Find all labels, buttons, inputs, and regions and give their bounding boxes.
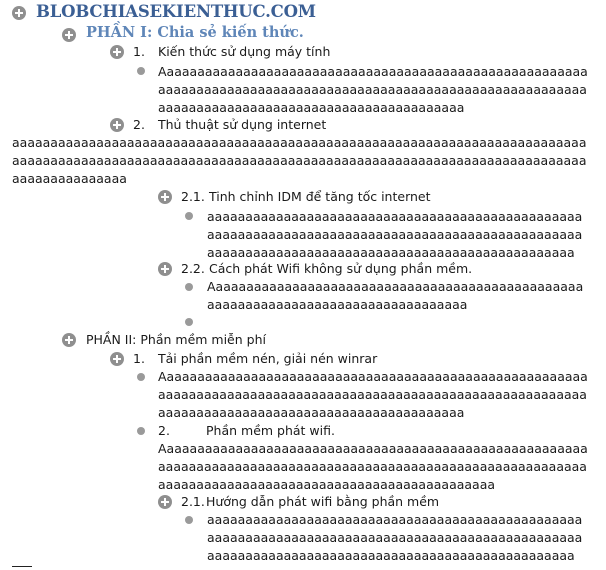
- part1-heading: PHẦN I: Chia sẻ kiến thức.: [86, 24, 304, 41]
- divider: [12, 566, 32, 567]
- bullet-icon[interactable]: [185, 283, 193, 291]
- bullet-icon[interactable]: [137, 373, 145, 381]
- expand-plus-icon[interactable]: [158, 495, 172, 509]
- list-item-title: Phần mềm phát wifi.: [206, 423, 335, 438]
- body-paragraph: Aaaaaaaaaaaaaaaaaaaaaaaaaaaaaaaaaaaaaaaaaaaaaaaaaaaaaaaaaaaaaaaaaaaaaaaaaaaaaaaaaaa: [207, 279, 584, 312]
- expand-plus-icon[interactable]: [158, 262, 172, 276]
- list-number: 2.: [158, 423, 170, 438]
- body-paragraph: Aaaaaaaaaaaaaaaaaaaaaaaaaaaaaaaaaaaaaaaaaaaaaaaaaaaaaaaaaaaaaaaaaaaaaaaaaaaaaaaaaaaaaaaaaaaaaaaaaaaaaaaaaaaaaaaaaaaaaaaaaaaaaaaaaaaaaaaaaaaaaaaaaaaaaaaaaaaa: [158, 441, 588, 492]
- expand-plus-icon[interactable]: [158, 190, 172, 204]
- body-paragraph: aaaaaaaaaaaaaaaaaaaaaaaaaaaaaaaaaaaaaaaaaaaaaaaaaaaaaaaaaaaaaaaaaaaaaaaaaaaaaaaaaaaaaaaaaaaaaaaaaaaaaaaaaaaaaaaaaaaaaaaaaaaaaaaaaaaaaaaaaaaaaaaaaa: [207, 209, 583, 260]
- list-number: 1.: [133, 351, 145, 366]
- list-item-title: Kiến thức sử dụng máy tính: [158, 44, 331, 59]
- expand-plus-icon[interactable]: [110, 45, 124, 59]
- expand-plus-icon[interactable]: [12, 6, 26, 20]
- list-item-title: Thủ thuật sử dụng internet: [158, 117, 327, 132]
- bullet-icon[interactable]: [185, 318, 193, 326]
- list-item-title: Cách phát Wifi không sử dụng phần mềm.: [209, 261, 473, 276]
- bullet-icon[interactable]: [185, 212, 193, 220]
- bullet-icon[interactable]: [137, 67, 145, 75]
- part2-heading: PHẦN II: Phần mềm miễn phí: [86, 332, 266, 347]
- list-number: 2.1.: [181, 189, 205, 204]
- bullet-icon[interactable]: [185, 516, 193, 524]
- list-number: 2.2.: [181, 261, 205, 276]
- list-number: 2.: [133, 117, 145, 132]
- document-title: BLOBCHIASEKIENTHUC.COM: [36, 2, 316, 21]
- body-paragraph: aaaaaaaaaaaaaaaaaaaaaaaaaaaaaaaaaaaaaaaaaaaaaaaaaaaaaaaaaaaaaaaaaaaaaaaaaaaaaaaaaaaaaaaaaaaaaaaaaaaaaaaaaaaaaaaaaaaaaaaaaaaaaaaaaaaaaaaaaaaaaaaaaaaaaaaaaaaaaaaaaaaaa: [12, 135, 587, 186]
- body-paragraph: Aaaaaaaaaaaaaaaaaaaaaaaaaaaaaaaaaaaaaaaaaaaaaaaaaaaaaaaaaaaaaaaaaaaaaaaaaaaaaaaaaaaaaaaaaaaaaaaaaaaaaaaaaaaaaaaaaaaaaaaaaaaaaaaaaaaaaaaaaaaaaaaaaaaaaaaa: [158, 369, 588, 420]
- body-paragraph: aaaaaaaaaaaaaaaaaaaaaaaaaaaaaaaaaaaaaaaaaaaaaaaaaaaaaaaaaaaaaaaaaaaaaaaaaaaaaaaaaaaaaaaaaaaaaaaaaaaaaaaaaaaaaaaaaaaaaaaaaaaaaaaaaaaaaaaaaaaaaaaaaa: [207, 512, 583, 563]
- list-item-title: Tinh chỉnh IDM để tăng tốc internet: [209, 189, 431, 204]
- list-number: 1.: [133, 44, 145, 59]
- body-paragraph: Aaaaaaaaaaaaaaaaaaaaaaaaaaaaaaaaaaaaaaaaaaaaaaaaaaaaaaaaaaaaaaaaaaaaaaaaaaaaaaaaaaaaaaaaaaaaaaaaaaaaaaaaaaaaaaaaaaaaaaaaaaaaaaaaaaaaaaaaaaaaaaaaaaaaaaaa: [158, 64, 588, 115]
- expand-plus-icon[interactable]: [110, 352, 124, 366]
- list-number: 2.1.: [181, 494, 205, 509]
- expand-plus-icon[interactable]: [62, 333, 76, 347]
- expand-plus-icon[interactable]: [62, 28, 76, 42]
- list-item-title: Tải phần mềm nén, giải nén winrar: [158, 351, 378, 366]
- list-item-title: Hướng dẫn phát wifi bằng phần mềm: [206, 494, 440, 509]
- bullet-icon[interactable]: [137, 427, 145, 435]
- expand-plus-icon[interactable]: [110, 118, 124, 132]
